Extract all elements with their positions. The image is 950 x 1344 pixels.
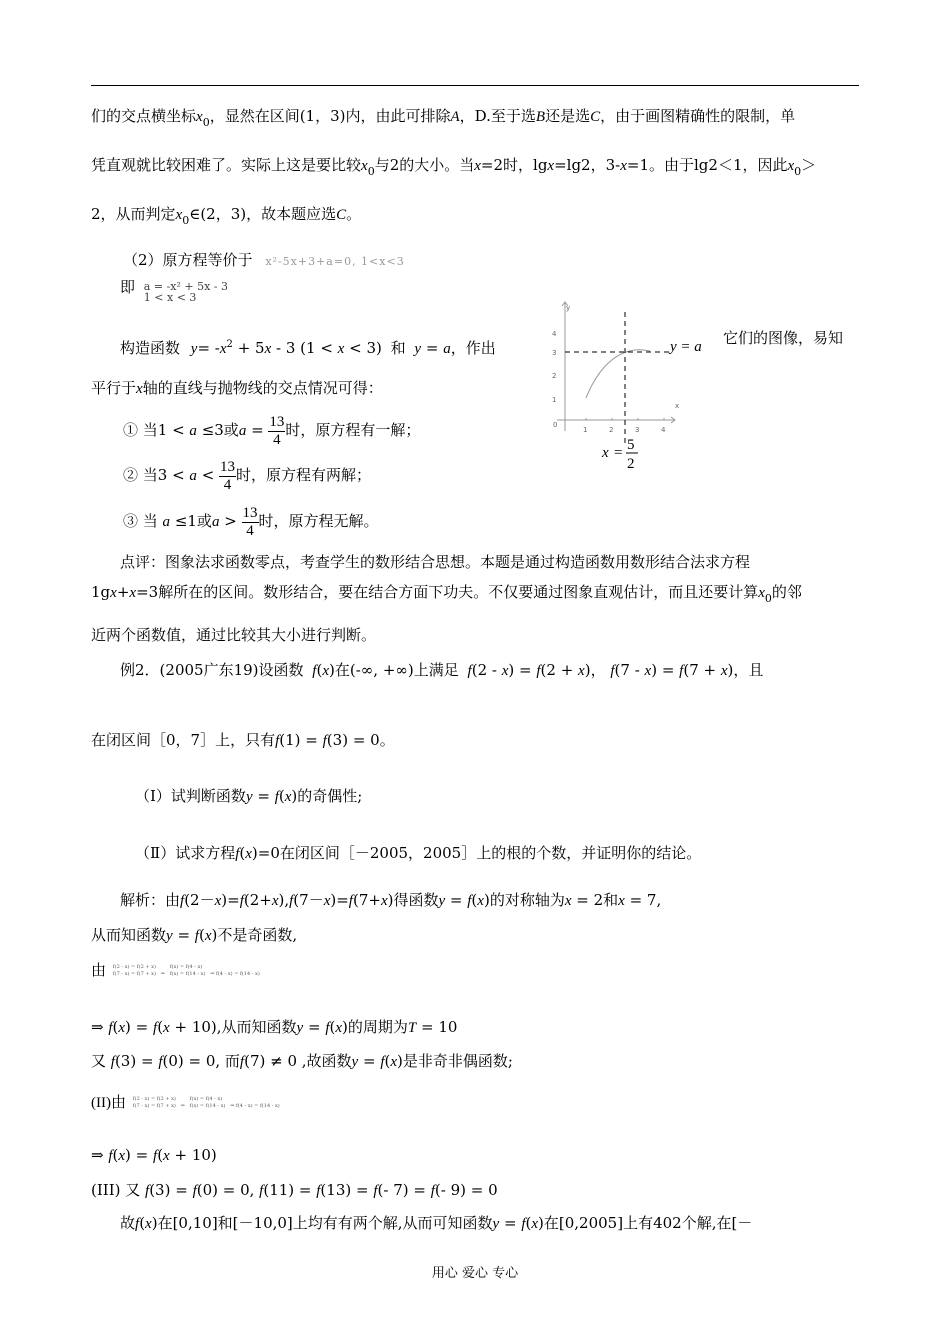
- x-tick-label: 3: [635, 426, 640, 434]
- part2-label: （2）原方程等价于 x²-5x+3+a=0, 1<x<3: [123, 251, 405, 269]
- solution-line: 从而知函数y = f(x)不是奇函数,: [91, 926, 298, 944]
- fraction: $\frac{13}{4}$: [242, 504, 258, 539]
- y-tick-label: 2: [552, 372, 557, 380]
- y-ticks: [552, 330, 557, 404]
- case-1: ① 当1 < a ≤3或a = $\frac{13}{4}$ 时，原方程有一解；: [123, 413, 421, 448]
- comment-line: 近两个函数值，通过比较其大小进行判断。: [91, 626, 377, 644]
- x-tick-label: 4: [661, 426, 666, 434]
- parabola-curve: [586, 350, 650, 398]
- solution-derivation-2: (II)由 f(2 - x) = f(2 + x) f(7 - x) = f(7 + x) ⇒ f(x) = f(4 - x) f(x) = f(14 - x) ⇒ f(4 - x) = f(14 - x): [91, 1095, 280, 1111]
- para-line: 2，从而判定$x_0\in(2$，3)，故本题应选C。: [91, 205, 362, 227]
- case-3: ③ 当 a ≤1或a > $\frac{13}{4}$ 时，原方程无解。: [123, 504, 379, 539]
- tiny-system-b: f(x) = f(4 - x) f(x) = f(14 - x): [169, 964, 206, 977]
- para-line: 们的交点横坐标$x_0$，显然在区间(1，3)内，由此可排除A，D.至于选B还是选C，由于画图精确性的限制，单: [91, 107, 796, 129]
- comment-line: 点评：图象法求函数零点，考查学生的数形结合思想。本题是通过构造函数用数形结合法求方程: [120, 553, 751, 571]
- svg-text:=: =: [614, 445, 623, 461]
- right-text: 它们的图像，易知: [723, 329, 844, 347]
- origin-label: 0: [553, 421, 558, 429]
- x-tick-label: 2: [609, 426, 614, 434]
- header-rule: [91, 85, 859, 86]
- fraction: $\frac{13}{4}$: [220, 458, 236, 493]
- example-2-line: 例2．(2005广东19)设函数 f(x)在(-∞, +∞)上满足 f(2 - x) = f(2 + x)， f(7 - x) = f(7 + x)，且: [120, 661, 764, 679]
- solution-line: 又 f(3) = f(0) = 0, 而f(7) ≠ 0 ,故函数y = f(x)是非奇非偶函数;: [91, 1052, 513, 1070]
- solution-line: ⇒ f(x) = f(x + 10),从而知函数y = f(x)的周期为T = 10: [91, 1018, 458, 1036]
- case-2: ② 当3 < a < $\frac{13}{4}$ 时，原方程有两解；: [123, 458, 372, 493]
- tiny-system-a: f(2 - x) = f(2 + x) f(7 - x) = f(7 + x): [112, 964, 156, 977]
- y-tick-label: 3: [552, 349, 557, 357]
- solution-derivation-1: 由 f(2 - x) = f(2 + x) f(7 - x) = f(7 + x) ⇒ f(x) = f(4 - x) f(x) = f(14 - x) ⇒ f(4 - x) = f(14 - x): [91, 961, 260, 979]
- x-axis-label: x: [675, 402, 680, 410]
- vline-label-x: x: [602, 445, 609, 461]
- para-line: 凭直观就比较困难了。实际上这是要比较$x_0$与2的大小。当x=2时，lgx=lg2，3-x=1。由于lg2＜1，因此$x_0>$: [91, 156, 817, 178]
- solution-line: ⇒ f(x) = f(x + 10): [91, 1146, 217, 1164]
- faded-equation-system: x²-5x+3+a=0, 1<x<3: [265, 255, 405, 268]
- line-label-y-a: y = a: [670, 339, 702, 355]
- question-2: （Ⅱ）试求方程f(x)=0在闭区间［－2005，2005］上的根的个数，并证明你的结论。: [135, 844, 702, 862]
- vline-label-num: 5: [627, 437, 635, 453]
- solution-line: 解析：由f(2－x)=f(2+x),f(7－x)=f(7+x)得函数y = f(x)的对称轴为x = 2和x = 7,: [120, 891, 662, 909]
- construct-function-line: 构造函数 $y= -x^2 + 5x - 3$ (1 < x < 3) 和 y = a，作出: [120, 339, 496, 357]
- example-2-line: 在闭区间［0，7］上，只有f(1) = f(3) = 0。: [91, 731, 395, 749]
- equivalent-system: 即 a = -x² + 5x - 3 1 < x < 3: [120, 278, 229, 304]
- solution-line: (III) 又 f(3) = f(0) = 0, f(11) = f(13) = f(- 7) = f(- 9) = 0: [91, 1181, 498, 1199]
- para-line: 平行于x轴的直线与抛物线的交点情况可得：: [91, 379, 383, 397]
- fraction: $\frac{13}{4}$: [269, 413, 285, 448]
- x-tick-label: 1: [583, 426, 588, 434]
- question-1: （Ⅰ）试判断函数y = f(x)的奇偶性;: [135, 787, 363, 805]
- solution-line: 故f(x)在[0,10]和[－10,0]上均有有两个解,从而可知函数y = f(x)在[0,2005]上有402个解,在[－: [120, 1214, 753, 1232]
- vline-label-den: 2: [627, 456, 635, 472]
- y-tick-label: 4: [552, 330, 557, 338]
- comment-line: 1gx+x=3解所在的区间。数形结合，要在结合方面下功夫。不仅要通过图象直观估计，而且还要计算$x_0$的邻: [91, 583, 802, 605]
- y-tick-label: 1: [552, 396, 557, 404]
- y-axis-label: y: [566, 304, 571, 312]
- function-graph: [535, 296, 720, 478]
- page-footer: 用心 爱心 专心: [431, 1266, 519, 1281]
